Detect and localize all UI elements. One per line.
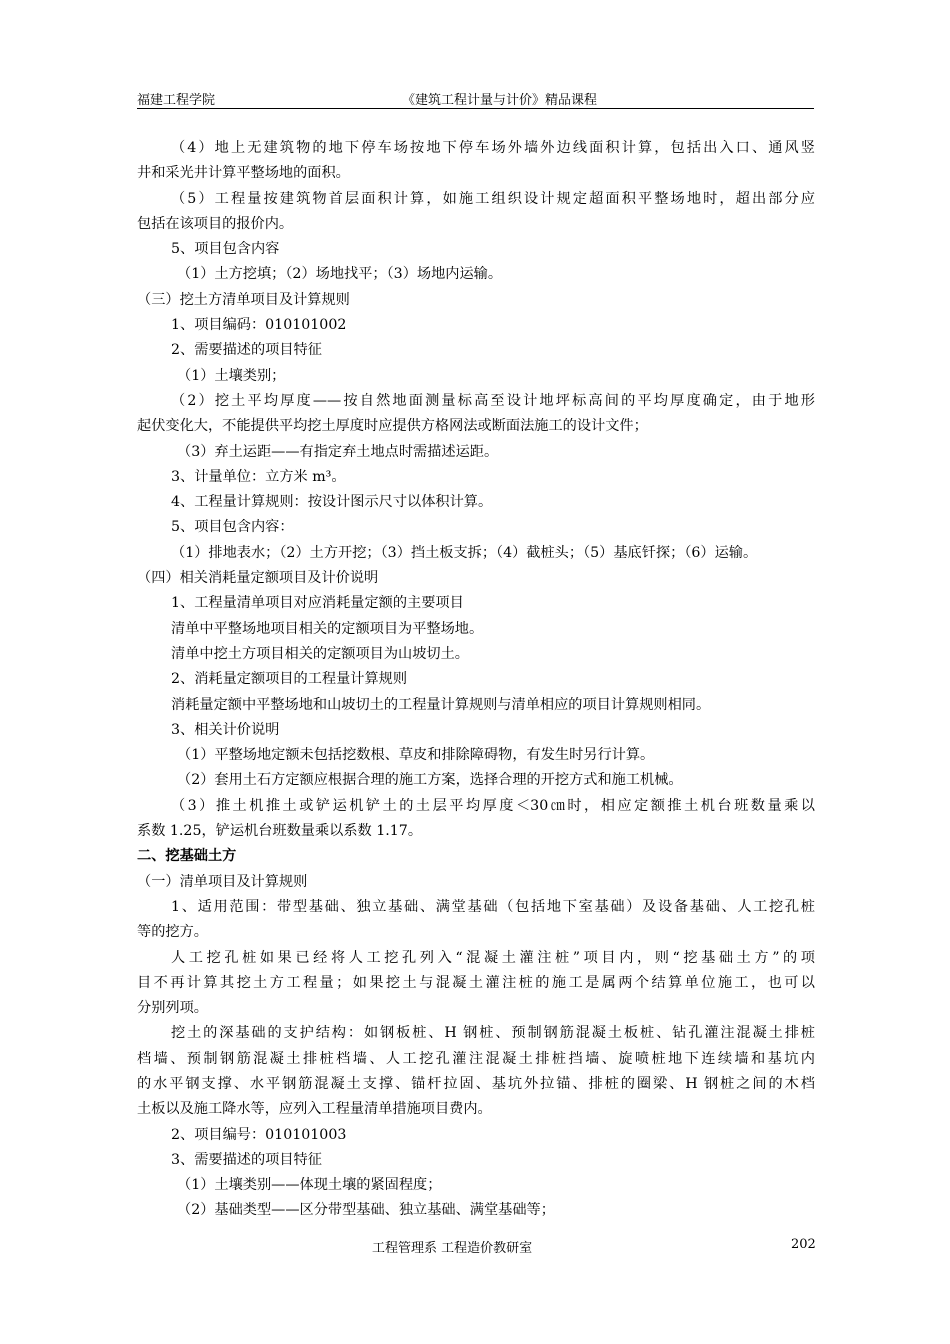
paragraph-line: （4）地上无建筑物的地下停车场按地下停车场外墙外边线面积计算，包括出入口、通风竖 <box>171 140 815 156</box>
paragraph-line: 目不再计算其挖土方工程量；如果挖土与混凝土灌注桩的施工是属两个结算单位施工，也可以 <box>137 974 815 991</box>
paragraph-line: 土板以及施工降水等，应列入工程量清单措施项目费内。 <box>137 1101 492 1118</box>
paragraph-line: 3、需要描述的项目特征 <box>171 1151 322 1168</box>
paragraph-line: 井和采光井计算平整场地的面积。 <box>137 165 350 182</box>
paragraph-line: 1、适用范围：带型基础、独立基础、满堂基础（包括地下室基础）及设备基础、人工挖孔桩 <box>171 898 815 915</box>
paragraph-line: （1）平整场地定额未包括挖数根、草皮和排除障碍物，有发生时另行计算。 <box>177 747 655 764</box>
paragraph-line: 清单中挖土方项目相关的定额项目为山坡切土。 <box>171 645 469 662</box>
paragraph-line: 档墙、预制钢筋混凝土排桩档墙、人工挖孔灌注混凝土排桩挡墙、旋喷桩地下连续墙和基坑内 <box>137 1050 815 1067</box>
paragraph-line: （3）弃土运距——有指定弃土地点时需描述运距。 <box>177 443 499 460</box>
paragraph-line: （3）推土机推土或铲运机铲土的土层平均厚度＜30㎝时，相应定额推土机台班数量乘以 <box>171 797 815 814</box>
footer-department: 工程管理系 工程造价教研室 <box>372 1241 533 1256</box>
paragraph-line: 3、相关计价说明 <box>171 721 280 738</box>
paragraph-line: 等的挖方。 <box>137 924 208 941</box>
section-heading: （一）清单项目及计算规则 <box>137 873 308 890</box>
page-header <box>137 88 814 109</box>
page-number: 202 <box>791 1237 816 1252</box>
paragraph-line: （2）基础类型——区分带型基础、独立基础、满堂基础等； <box>177 1202 555 1219</box>
document-body <box>137 136 815 1224</box>
header-course-title: 《建筑工程计量与计价》精品课程 <box>402 93 598 108</box>
paragraph-line: 2、需要描述的项目特征 <box>171 342 322 359</box>
paragraph-line: （5）工程量按建筑物首层面积计算，如施工组织设计规定超面积平整场地时，超出部分应 <box>171 190 815 207</box>
paragraph-line: （1）土壤类别； <box>177 367 286 384</box>
chapter-heading: 二、挖基础土方 <box>137 848 237 865</box>
paragraph-line: 2、消耗量定额项目的工程量计算规则 <box>171 671 408 688</box>
section-heading: （四）相关消耗量定额项目及计价说明 <box>137 570 379 587</box>
paragraph-line: 包括在该项目的报价内。 <box>137 215 294 232</box>
paragraph-line: 清单中平整场地项目相关的定额项目为平整场地。 <box>171 620 484 637</box>
paragraph-line: （1）土方挖填；（2）场地找平；（3）场地内运输。 <box>177 266 503 283</box>
section-heading: （三）挖土方清单项目及计算规则 <box>137 291 350 308</box>
paragraph-line: 系数 1.25，铲运机台班数量乘以系数 1.17。 <box>137 823 423 840</box>
paragraph-line: 起伏变化大，不能提供平均挖土厚度时应提供方格网法或断面法施工的设计文件； <box>137 418 648 435</box>
paragraph-line: 消耗量定额中平整场地和山坡切土的工程量计算规则与清单相应的项目计算规则相同。 <box>171 696 711 713</box>
paragraph-line: 3、计量单位：立方米 m³。 <box>171 468 346 485</box>
paragraph-line: 4、工程量计算规则：按设计图示尺寸以体积计算。 <box>171 494 493 511</box>
paragraph-line: 2、项目编号：010101003 <box>171 1126 347 1143</box>
paragraph-line: 1、项目编码：010101002 <box>171 317 347 334</box>
paragraph-line: 分别列项。 <box>137 1000 208 1017</box>
paragraph-line: 5、项目包含内容 <box>171 241 280 258</box>
paragraph-line: 人工挖孔桩如果已经将人工挖孔列入“混凝土灌注桩”项目内，则“挖基础土方”的项 <box>171 949 815 966</box>
paragraph-line: 5、项目包含内容： <box>171 519 294 536</box>
paragraph-line: 1、工程量清单项目对应消耗量定额的主要项目 <box>171 595 464 612</box>
paragraph-line: （1）排地表水；（2）土方开挖；（3）挡土板支拆；（4）截桩头；（5）基底钎探；（6）运输。 <box>171 544 758 561</box>
paragraph-line: 挖土的深基础的支护结构：如钢板桩、H 钢桩、预制钢筋混凝土板桩、钻孔灌注混凝土排桩 <box>171 1025 815 1042</box>
paragraph-line: （2）挖土平均厚度——按自然地面测量标高至设计地坪标高间的平均厚度确定，由于地形 <box>171 392 815 409</box>
paragraph-line: （2）套用土石方定额应根据合理的施工方案，选择合理的开挖方式和施工机械。 <box>177 772 683 789</box>
paragraph-line: （1）土壤类别——体现土壤的紧固程度； <box>177 1177 442 1194</box>
header-institution: 福建工程学院 <box>137 93 216 108</box>
paragraph-line: 的水平钢支撑、水平钢筋混凝土支撑、锚杆拉固、基坑外拉锚、排桩的圈梁、H 钢桩之间的木档 <box>137 1075 815 1092</box>
